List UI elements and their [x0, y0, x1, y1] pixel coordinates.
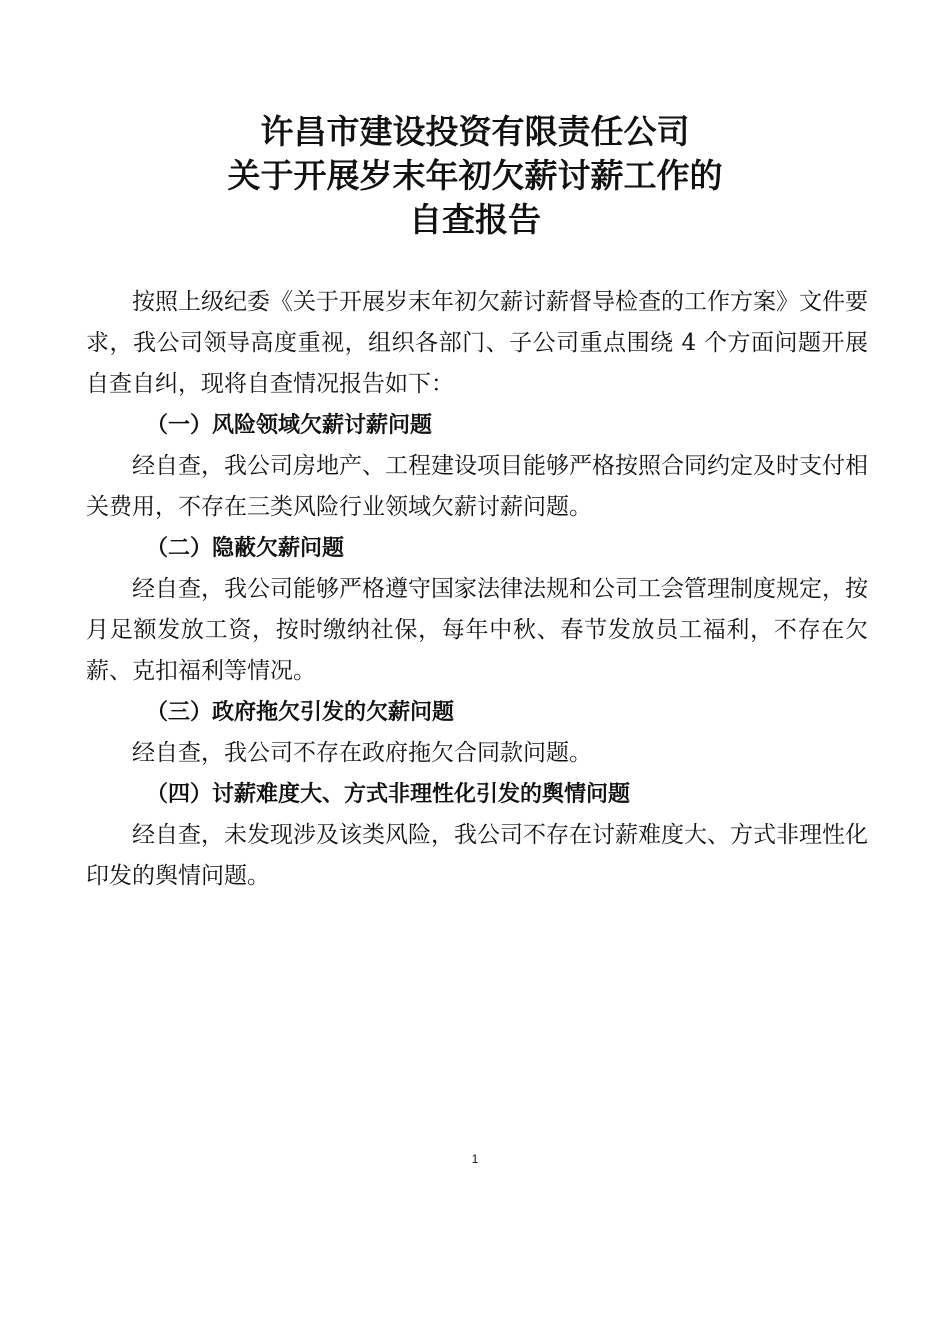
section-heading-1: （一）风险领域欠薪讨薪问题: [146, 413, 433, 438]
document-title: [0, 110, 950, 242]
document-body: [86, 282, 868, 897]
section-heading-2: （二）隐蔽欠薪问题: [146, 536, 345, 561]
page-number: 1: [471, 1152, 479, 1166]
title-line-3: 自查报告: [409, 200, 541, 239]
section-body-1: 经自查，我公司房地产、工程建设项目能够严格按照合同约定及时支付相关费用，不存在三类风险行业领域欠薪讨薪问题。: [86, 453, 868, 520]
section-heading-4: （四）讨薪难度大、方式非理性化引发的舆情问题: [146, 782, 631, 807]
section-body-2: 经自查，我公司能够严格遵守国家法律法规和公司工会管理制度规定，按月足额发放工资，按时缴纳社保，每年中秋、春节发放员工福利，不存在欠薪、克扣福利等情况。: [86, 576, 868, 684]
title-line-1: 许昌市建设投资有限责任公司: [260, 112, 690, 151]
section-body-3: 经自查，我公司不存在政府拖欠合同款问题。: [132, 740, 592, 766]
intro-paragraph: 按照上级纪委《关于开展岁末年初欠薪讨薪督导检查的工作方案》文件要求，我公司领导高度重视，组织各部门、子公司重点围绕 4 个方面问题开展自查自纠，现将自查情况报告如下：: [86, 289, 868, 397]
section-body-4: 经自查，未发现涉及该类风险，我公司不存在讨薪难度大、方式非理性化印发的舆情问题。: [86, 822, 868, 889]
section-heading-3: （三）政府拖欠引发的欠薪问题: [146, 700, 455, 725]
title-line-2: 关于开展岁末年初欠薪讨薪工作的: [227, 156, 723, 195]
